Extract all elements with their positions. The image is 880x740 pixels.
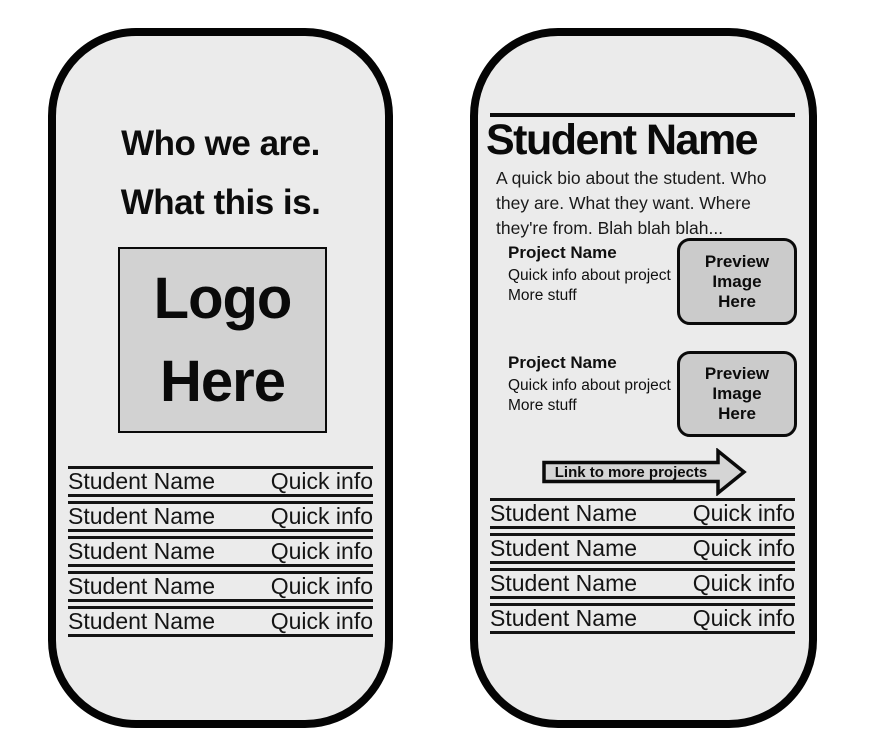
preview-text-line3: Here	[718, 291, 756, 311]
project-more-stuff: More stuff	[508, 287, 577, 304]
intro-heading-line2: What this is.	[120, 183, 321, 222]
student-name: Student Name	[68, 538, 216, 564]
student-quick-info: Quick info	[270, 538, 373, 564]
student-name: Student Name	[490, 605, 638, 631]
profile-phone-screen	[470, 28, 817, 728]
project-quick-info: Quick info about project	[508, 266, 671, 284]
student-row[interactable]	[68, 501, 373, 532]
student-roster	[68, 466, 373, 641]
preview-text-line1: Preview	[704, 251, 770, 271]
more-projects-label: Link to more projects	[554, 463, 708, 481]
project-more-stuff: More stuff	[508, 397, 577, 414]
preview-text-line2: Image	[712, 384, 762, 403]
student-quick-info: Quick info	[692, 500, 795, 526]
student-name: Student Name	[68, 608, 216, 634]
project-entry	[508, 353, 678, 417]
student-row[interactable]	[68, 571, 373, 602]
project-preview-image[interactable]	[677, 351, 797, 437]
student-name: Student Name	[490, 500, 638, 526]
student-row[interactable]	[490, 568, 795, 599]
student-quick-info: Quick info	[692, 605, 795, 631]
student-row[interactable]	[490, 533, 795, 564]
more-projects-link[interactable]	[542, 448, 748, 496]
student-row[interactable]	[490, 603, 795, 634]
preview-text-line3: Here	[718, 404, 756, 423]
bio-line: they are. What they want. Where	[496, 193, 751, 213]
intro-heading	[56, 114, 385, 232]
student-name: Student Name	[68, 468, 216, 494]
project-preview-image[interactable]	[677, 238, 797, 325]
logo-text-line2: Here	[160, 349, 285, 414]
student-quick-info: Quick info	[270, 608, 373, 634]
student-quick-info: Quick info	[270, 573, 373, 599]
project-entry	[508, 243, 678, 307]
student-quick-info: Quick info	[692, 570, 795, 596]
student-quick-info: Quick info	[270, 503, 373, 529]
student-name: Student Name	[490, 535, 638, 561]
profile-name-heading: Student Name	[486, 116, 758, 164]
student-row[interactable]	[68, 606, 373, 637]
student-quick-info: Quick info	[270, 468, 373, 494]
student-name: Student Name	[68, 503, 216, 529]
student-name: Student Name	[68, 573, 216, 599]
logo-text-line1: Logo	[153, 266, 292, 331]
student-roster	[490, 498, 795, 638]
student-bio	[496, 166, 801, 241]
student-row[interactable]	[68, 466, 373, 497]
student-quick-info: Quick info	[692, 535, 795, 561]
preview-text-line1: Preview	[704, 364, 770, 383]
project-name: Project Name	[508, 243, 617, 262]
student-row[interactable]	[68, 536, 373, 567]
project-name: Project Name	[508, 353, 617, 372]
preview-text-line2: Image	[712, 271, 762, 291]
project-quick-info: Quick info about project	[508, 376, 671, 394]
intro-phone-screen	[48, 28, 393, 728]
bio-line: A quick bio about the student. Who	[496, 168, 767, 188]
student-name: Student Name	[490, 570, 638, 596]
logo-placeholder	[118, 247, 327, 433]
intro-heading-line1: Who we are.	[121, 124, 320, 163]
student-row[interactable]	[490, 498, 795, 529]
bio-line: they're from. Blah blah blah...	[496, 218, 724, 238]
